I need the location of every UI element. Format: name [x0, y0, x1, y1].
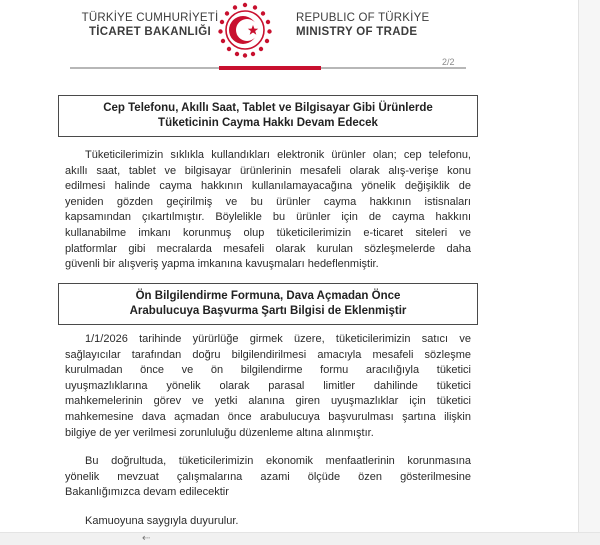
- section2-paragraph2: [65, 454, 471, 501]
- paragraph-line: 1/1/2026 tarihinde yürürlüğe girmek üzere, tüketicilerimizin satıcı ve: [85, 333, 471, 345]
- paragraph-line: edilmesi halinde cayma hakkının kullanılamayacağına yönelik değişiklik de: [65, 180, 471, 193]
- section2-title-box: [58, 283, 478, 325]
- paragraph-line: kurulmadan önce ve ön bilgilendirme formu aracılığıyla tüketici: [65, 364, 471, 377]
- header-left-line2: TİCARET BAKANLIĞI: [88, 26, 211, 38]
- paragraph-line: Tüketicilerimizin sıklıkla kullandıkları elektronik ürünler olan; cep telefonu,: [85, 149, 471, 161]
- section1-paragraph: [65, 148, 471, 273]
- header-left-line1: TÜRKİYE CUMHURİYETİ: [81, 12, 219, 24]
- paragraph-line: Bu doğrultuda, tüketicilerimizin ekonomik menfaatlerinin korunmasına: [85, 455, 471, 467]
- paragraph-line: yeniden gözden geçirilmiş ve bu ürünler cayma hakkının istisnaları: [65, 195, 471, 208]
- scroll-left-arrow-icon[interactable]: ⇠: [142, 533, 151, 544]
- section2-title-line1: Ön Bilgilendirme Formuna, Dava Açmadan Önce: [135, 290, 401, 302]
- paragraph-line: platformlar gibi mecralarda mesafeli olarak kurulan sözleşmelerde daha: [65, 242, 471, 255]
- section1-title-line1: Cep Telefonu, Akıllı Saat, Tablet ve Bilgisayar Gibi Ürünlerde: [103, 102, 433, 114]
- section2-paragraph1: [65, 332, 471, 441]
- paragraph-line: mahkemesine dava açmadan önce arabulucuya başvurulması şartına ilişkin: [65, 410, 471, 423]
- paragraph-line: Bakanlığımızca devam edilecektir: [65, 486, 229, 499]
- section2-title-line2: Arabulucuya Başvurma Şartı Bilgisi de Eklenmiştir: [129, 305, 407, 317]
- header-divider-accent: [219, 66, 321, 70]
- paragraph-line: kullanabilme imkanı korunmuş olup tüketicilerimizin e-ticaret siteleri ve: [65, 226, 471, 239]
- closing-paragraph: [65, 514, 471, 530]
- header-right-line2: MINISTRY OF TRADE: [296, 26, 418, 38]
- viewer-bottom-bar: [0, 532, 600, 545]
- paragraph-line: bilgiye de yer verilmesi zorunluluğu düzenleme altına alınmıştır.: [65, 426, 374, 439]
- paragraph-line: uyuşmazlıklarına yönelik olarak parasal limitler dahilinde tüketici: [65, 379, 471, 392]
- closing-line: Kamuoyuna saygıyla duyurulur.: [85, 515, 239, 527]
- paragraph-line: akıllı saat, tablet ve bilgisayar ürünlerinin mesafeli olarak alış-verişe konu: [65, 164, 471, 177]
- page-edge-shadow: [578, 0, 600, 544]
- paragraph-line: kapsamından çıkartılmıştır. Böylelikle bu ürünler için de cayma hakkını: [65, 211, 471, 224]
- section1-title-line2: Tüketicinin Cayma Hakkı Devam Edecek: [158, 117, 378, 129]
- header-right-line1: REPUBLIC OF TÜRKİYE: [296, 12, 430, 24]
- header-turkish-name: [70, 11, 230, 39]
- page-number: 2/2: [442, 57, 455, 67]
- paragraph-line: güvenli bir alışveriş yapma imkanına kavuşmaları hedeflenmiştir.: [65, 258, 379, 271]
- paragraph-line: yönelik mevzuat çalışmalarına azami ölçüde özen gösterilmesine: [65, 470, 471, 483]
- header-english-name: [296, 11, 456, 39]
- section1-title-box: [58, 95, 478, 137]
- ministry-crescent-star-emblem-icon: [214, 0, 276, 60]
- paragraph-line: sağlayıcılar tarafından doğru bilgilendirilmesi amacıyla mesafeli sözleşme: [65, 348, 471, 361]
- paragraph-line: mahkemelerinin görev ve yetki alanına giren uyuşmazlıklar için tüketici: [65, 395, 471, 408]
